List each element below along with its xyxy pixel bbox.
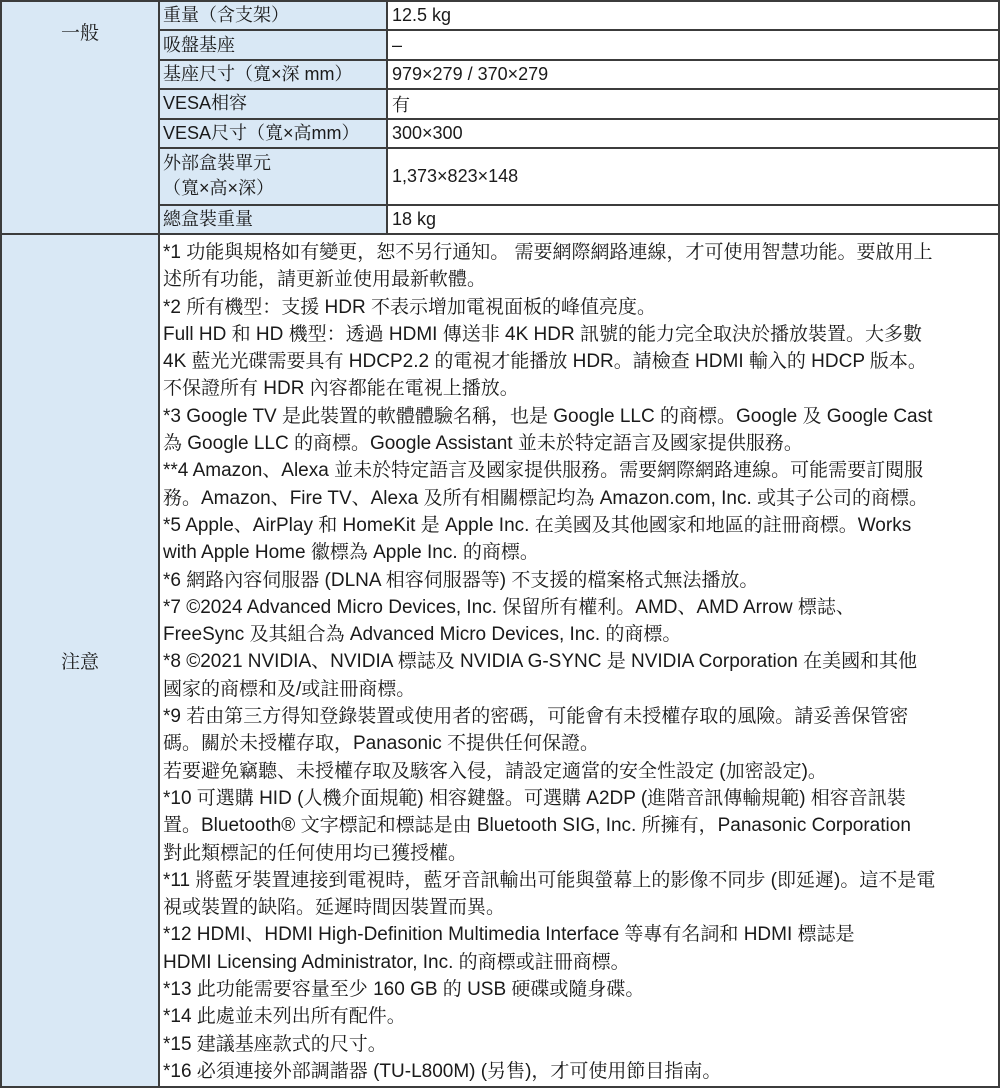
note-line: 視或裝置的缺陷。延遲時間因裝置而異。 bbox=[163, 897, 506, 919]
note-line: *2 所有機型：支援 HDR 不表示增加電視面板的峰值亮度。 bbox=[163, 296, 656, 318]
spec-row bbox=[160, 118, 998, 147]
spec-label: VESA相容 bbox=[160, 90, 388, 117]
spec-label: 外部盒裝單元 （寬×高×深） bbox=[160, 149, 388, 204]
note-line: *7 ©2024 Advanced Micro Devices, Inc. 保留所有權利。AMD、AMD Arrow 標誌、 bbox=[163, 596, 855, 618]
note-line: 對此類標記的任何使用均已獲授權。 bbox=[163, 842, 468, 864]
note-line: HDMI Licensing Administrator, Inc. 的商標或註冊商標。 bbox=[163, 951, 630, 973]
note-line: with Apple Home 徽標為 Apple Inc. 的商標。 bbox=[163, 542, 539, 564]
note-line: **4 Amazon、Alexa 並未於特定語言及國家提供服務。需要網際網路連線。可能需要訂閱服 bbox=[163, 460, 924, 482]
general-category-label: 一般 bbox=[60, 23, 99, 44]
spec-row bbox=[160, 88, 998, 117]
spec-value: – bbox=[388, 31, 998, 58]
general-section bbox=[2, 2, 998, 233]
note-line: 務。Amazon、Fire TV、Alexa 及所有相關標記均為 Amazon.com, Inc. 或其子公司的商標。 bbox=[163, 487, 929, 509]
note-line: *6 網路內容伺服器 (DLNA 相容伺服器等) 不支援的檔案格式無法播放。 bbox=[163, 569, 759, 591]
note-line: *1 功能與規格如有變更，恕不另行通知。 需要網際網路連線，才可使用智慧功能。要啟用上 bbox=[163, 242, 933, 263]
general-rows bbox=[160, 2, 998, 233]
spec-label: 重量（含支架） bbox=[160, 2, 388, 29]
spec-label: VESA尺寸（寬×高mm） bbox=[160, 120, 388, 147]
spec-value: 18 kg bbox=[388, 206, 998, 233]
spec-value: 300×300 bbox=[388, 120, 998, 147]
spec-label: 吸盤基座 bbox=[160, 31, 388, 58]
spec-row bbox=[160, 204, 998, 233]
note-line: *11 將藍牙裝置連接到電視時，藍牙音訊輸出可能與螢幕上的影像不同步 (即延遲)。這不是電 bbox=[163, 869, 936, 891]
note-line: FreeSync 及其組合為 Advanced Micro Devices, Inc. 的商標。 bbox=[163, 624, 682, 646]
note-line: *13 此功能需要容量至少 160 GB 的 USB 硬碟或隨身碟。 bbox=[163, 979, 645, 1001]
spec-value: 12.5 kg bbox=[388, 2, 998, 29]
notes-text bbox=[160, 235, 998, 1086]
notes-category-label: 注意 bbox=[60, 652, 99, 673]
note-line: 述所有功能，請更新並使用最新軟體。 bbox=[163, 269, 487, 291]
note-line: Full HD 和 HD 機型：透過 HDMI 傳送非 4K HDR 訊號的能力完全取決於播放裝置。大多數 bbox=[163, 323, 922, 345]
spec-row bbox=[160, 2, 998, 29]
note-line: 不保證所有 HDR 內容都能在電視上播放。 bbox=[163, 378, 519, 400]
spec-value: 979×279 / 370×279 bbox=[388, 61, 998, 88]
note-line: *16 必須連接外部調諧器 (TU-L800M) (另售)，才可使用節目指南。 bbox=[163, 1060, 722, 1082]
spec-label: 基座尺寸（寬×深 mm） bbox=[160, 61, 388, 88]
note-line: *15 建議基座款式的尺寸。 bbox=[163, 1033, 387, 1055]
note-line: *8 ©2021 NVIDIA、NVIDIA 標誌及 NVIDIA G-SYNC 是 NVIDIA Corporation 在美國和其他 bbox=[163, 651, 918, 673]
spec-row bbox=[160, 59, 998, 88]
note-line: 若要避免竊聽、未授權存取及駭客入侵，請設定適當的安全性設定 (加密設定)。 bbox=[163, 760, 827, 782]
note-line: 4K 藍光光碟需要具有 HDCP2.2 的電視才能播放 HDR。請檢查 HDMI 輸入的 HDCP 版本。 bbox=[163, 351, 927, 373]
note-line: *14 此處並未列出所有配件。 bbox=[163, 1006, 406, 1028]
notes-category-cell bbox=[2, 235, 160, 1086]
spec-value: 1,373×823×148 bbox=[388, 149, 998, 204]
spec-row bbox=[160, 147, 998, 204]
general-category-cell bbox=[2, 2, 160, 233]
note-line: 國家的商標和及/或註冊商標。 bbox=[163, 678, 416, 700]
spec-row bbox=[160, 29, 998, 58]
note-line: *9 若由第三方得知登錄裝置或使用者的密碼，可能會有未授權存取的風險。請妥善保管密 bbox=[163, 706, 909, 728]
note-line: *10 可選購 HID (人機介面規範) 相容鍵盤。可選購 A2DP (進階音訊傳輸規範) 相容音訊裝 bbox=[163, 787, 906, 809]
spec-label: 總盒裝重量 bbox=[160, 206, 388, 233]
note-line: *5 Apple、AirPlay 和 HomeKit 是 Apple Inc. 在美國及其他國家和地區的註冊商標。Works bbox=[163, 514, 912, 536]
note-line: *12 HDMI、HDMI High-Definition Multimedia Interface 等專有名詞和 HDMI 標誌是 bbox=[163, 924, 855, 946]
note-line: *3 Google TV 是此裝置的軟體體驗名稱，也是 Google LLC 的商標。Google 及 Google Cast bbox=[163, 405, 933, 427]
spec-value: 有 bbox=[388, 90, 998, 117]
note-line: 為 Google LLC 的商標。Google Assistant 並未於特定語言及國家提供服務。 bbox=[163, 433, 803, 455]
note-line: 碼。關於未授權存取，Panasonic 不提供任何保證。 bbox=[163, 733, 600, 755]
note-line: 置。Bluetooth® 文字標記和標誌是由 Bluetooth SIG, Inc. 所擁有，Panasonic Corporation bbox=[163, 815, 911, 837]
notes-section bbox=[2, 233, 998, 1086]
